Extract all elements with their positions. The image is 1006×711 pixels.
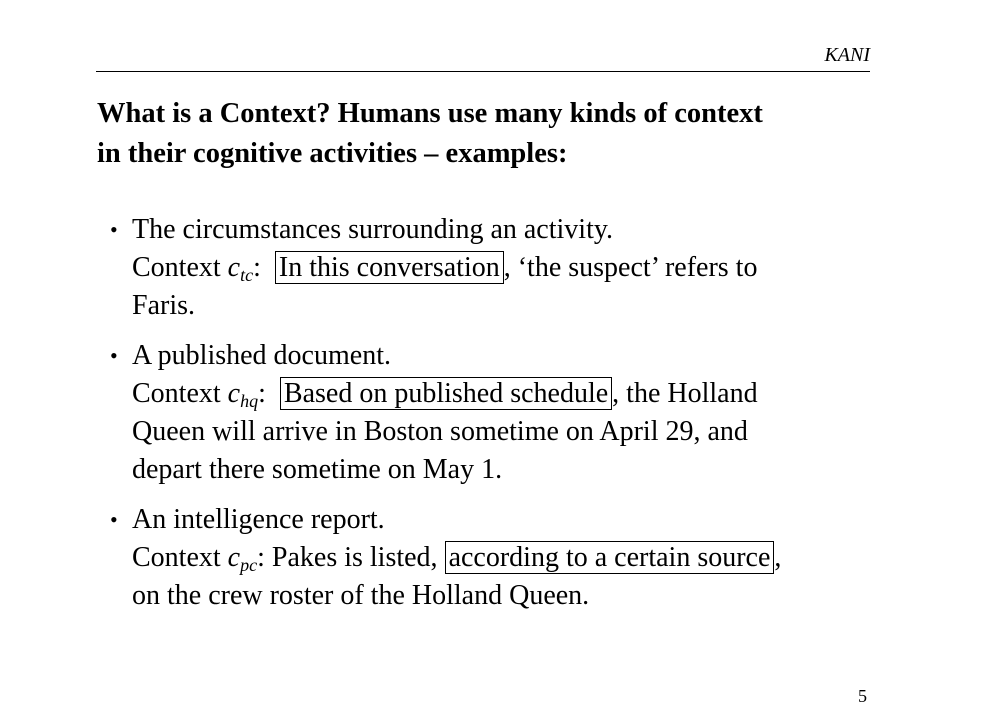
context-symbol	[228, 252, 253, 283]
symbol-subscript: tc	[240, 265, 254, 285]
continuation-line: on the crew roster of the Holland Queen.	[132, 580, 590, 611]
continuation-line: Faris.	[132, 290, 195, 321]
symbol-subscript: pc	[240, 555, 258, 575]
header-label: KANI	[824, 44, 870, 66]
bullet-heading: A published document.	[132, 340, 391, 371]
context-after: , the Holland	[612, 378, 758, 409]
context-symbol	[228, 378, 258, 409]
title-line-2: in their cognitive activities – examples:	[97, 138, 568, 169]
context-word: Context	[132, 252, 221, 283]
boxed-context-phrase: Based on published schedule	[280, 377, 612, 410]
bullet-dot: •	[110, 507, 118, 532]
header-rule	[96, 71, 870, 72]
continuation-line: Queen will arrive in Boston sometime on April 29, and	[132, 416, 748, 447]
context-colon: : Pakes is listed,	[257, 542, 438, 573]
bullet-heading: An intelligence report.	[132, 504, 385, 535]
boxed-context-phrase: In this conversation	[275, 251, 504, 284]
context-after: ,	[774, 542, 782, 573]
symbol-subscript: hq	[240, 391, 259, 411]
context-word: Context	[132, 378, 221, 409]
context-symbol	[228, 542, 257, 573]
context-line	[132, 375, 758, 413]
context-colon: :	[253, 252, 261, 283]
context-line	[132, 249, 757, 287]
boxed-context-phrase: according to a certain source	[445, 541, 775, 574]
context-colon: :	[258, 378, 266, 409]
title-line-1: What is a Context? Humans use many kinds of context	[97, 98, 763, 129]
context-word: Context	[132, 542, 221, 573]
bullet-body	[132, 337, 758, 489]
continuation-line: depart there sometime on May 1.	[132, 454, 503, 485]
symbol-base: c	[227, 378, 241, 409]
context-line	[132, 539, 781, 577]
page-number: 5	[858, 686, 867, 706]
bullet-body	[132, 501, 781, 615]
symbol-base: c	[227, 252, 241, 283]
bullet-dot: •	[110, 217, 118, 242]
slide-title	[97, 94, 887, 174]
bullet-body	[132, 211, 757, 325]
bullet-dot: •	[110, 343, 118, 368]
bullet-heading: The circumstances surrounding an activity.	[132, 214, 614, 245]
symbol-base: c	[227, 542, 241, 573]
context-after: , ‘the suspect’ refers to	[503, 252, 758, 283]
